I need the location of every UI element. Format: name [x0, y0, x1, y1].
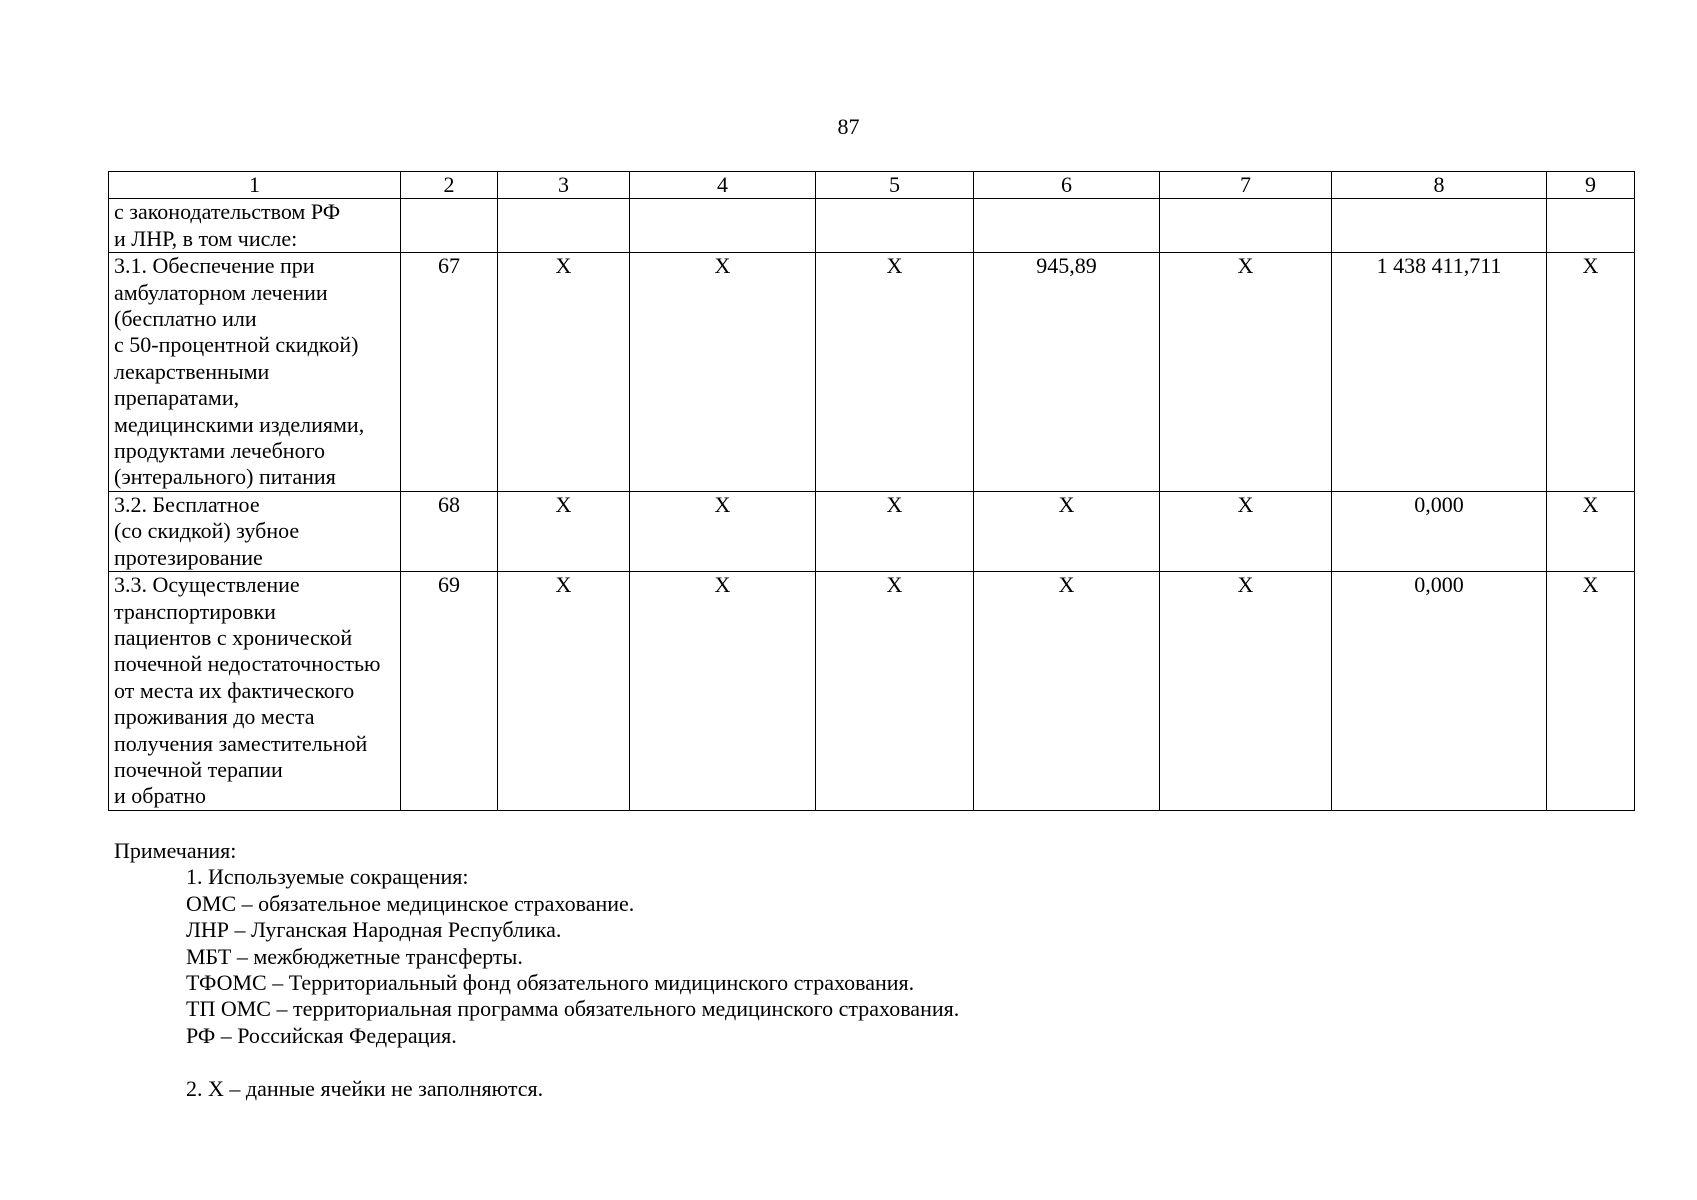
table-cell: 68 — [401, 491, 498, 571]
table-cell: Х — [816, 491, 974, 571]
table-cell: 945,89 — [974, 253, 1160, 492]
table-row — [109, 572, 1635, 811]
table-cell: Х — [816, 572, 974, 811]
row-label-cell: 3.3. Осуществление транспортировки пациентов с хронической почечной недостаточностью от места их фактического проживания до места получения заместительной почечной терапии и обратно — [109, 572, 401, 811]
row-label-cell: с законодательством РФ и ЛНР, в том числе: — [109, 199, 401, 253]
table-cell: Х — [498, 253, 630, 492]
header-cell: 3 — [498, 172, 630, 199]
table-cell: Х — [974, 491, 1160, 571]
table-row — [109, 491, 1635, 571]
table-cell: Х — [1547, 572, 1635, 811]
table-cell — [1160, 199, 1332, 253]
table-cell: Х — [630, 253, 816, 492]
table-cell: Х — [1547, 253, 1635, 492]
row-label-cell: 3.1. Обеспечение при амбулаторном лечении (бесплатно или с 50-процентной скидкой) лекарственными препаратами, медицинскими изделиями, продуктами лечебного (энтерального) питания — [109, 253, 401, 492]
page-number: 87 — [837, 114, 860, 139]
header-cell: 1 — [109, 172, 401, 199]
header-cell: 6 — [974, 172, 1160, 199]
notes-section — [114, 838, 1514, 1102]
table-cell: 1 438 411,711 — [1332, 253, 1547, 492]
abbreviation-item: ОМС – обязательное медицинское страхование. — [186, 890, 635, 916]
notes-spacer — [114, 1049, 1514, 1075]
notes-item-2: 2. Х – данные ячейки не заполняются. — [186, 1075, 544, 1101]
abbreviation-item: ТФОМС – Территориальный фонд обязательного мидицинского страхования. — [186, 970, 915, 996]
table-cell: Х — [816, 253, 974, 492]
table-row — [109, 199, 1635, 253]
table-cell: Х — [498, 491, 630, 571]
table-cell: Х — [1160, 253, 1332, 492]
table-cell: Х — [1547, 491, 1635, 571]
table-cell: Х — [498, 572, 630, 811]
table-cell — [1547, 199, 1635, 253]
data-table — [108, 171, 1635, 811]
table-cell: Х — [630, 491, 816, 571]
header-cell: 2 — [401, 172, 498, 199]
header-cell: 5 — [816, 172, 974, 199]
table-cell — [630, 199, 816, 253]
table-cell — [816, 199, 974, 253]
table-cell: Х — [1160, 491, 1332, 571]
abbreviation-item: РФ – Российская Федерация. — [186, 1022, 457, 1048]
header-cell: 8 — [1332, 172, 1547, 199]
header-cell: 9 — [1547, 172, 1635, 199]
abbreviation-item: ЛНР – Луганская Народная Республика. — [186, 917, 562, 943]
table-cell — [498, 199, 630, 253]
table-cell — [974, 199, 1160, 253]
table-header-row — [109, 172, 1635, 199]
header-cell: 4 — [630, 172, 816, 199]
row-label-cell: 3.2. Бесплатное (со скидкой) зубное протезирование — [109, 491, 401, 571]
abbreviation-item: МБТ – межбюджетные трансферты. — [186, 943, 523, 969]
table-cell — [401, 199, 498, 253]
table-row — [109, 253, 1635, 492]
table-cell: 0,000 — [1332, 572, 1547, 811]
table-cell: 0,000 — [1332, 491, 1547, 571]
abbreviation-item: ТП ОМС – территориальная программа обязательного медицинского страхования. — [186, 996, 960, 1022]
notes-item-1-title: 1. Используемые сокращения: — [186, 864, 469, 890]
table-cell — [1332, 199, 1547, 253]
table-cell: 69 — [401, 572, 498, 811]
table-cell: Х — [630, 572, 816, 811]
table-cell: 67 — [401, 253, 498, 492]
header-cell: 7 — [1160, 172, 1332, 199]
table-cell: Х — [1160, 572, 1332, 811]
notes-title: Примечания: — [114, 838, 237, 863]
table-cell: Х — [974, 572, 1160, 811]
